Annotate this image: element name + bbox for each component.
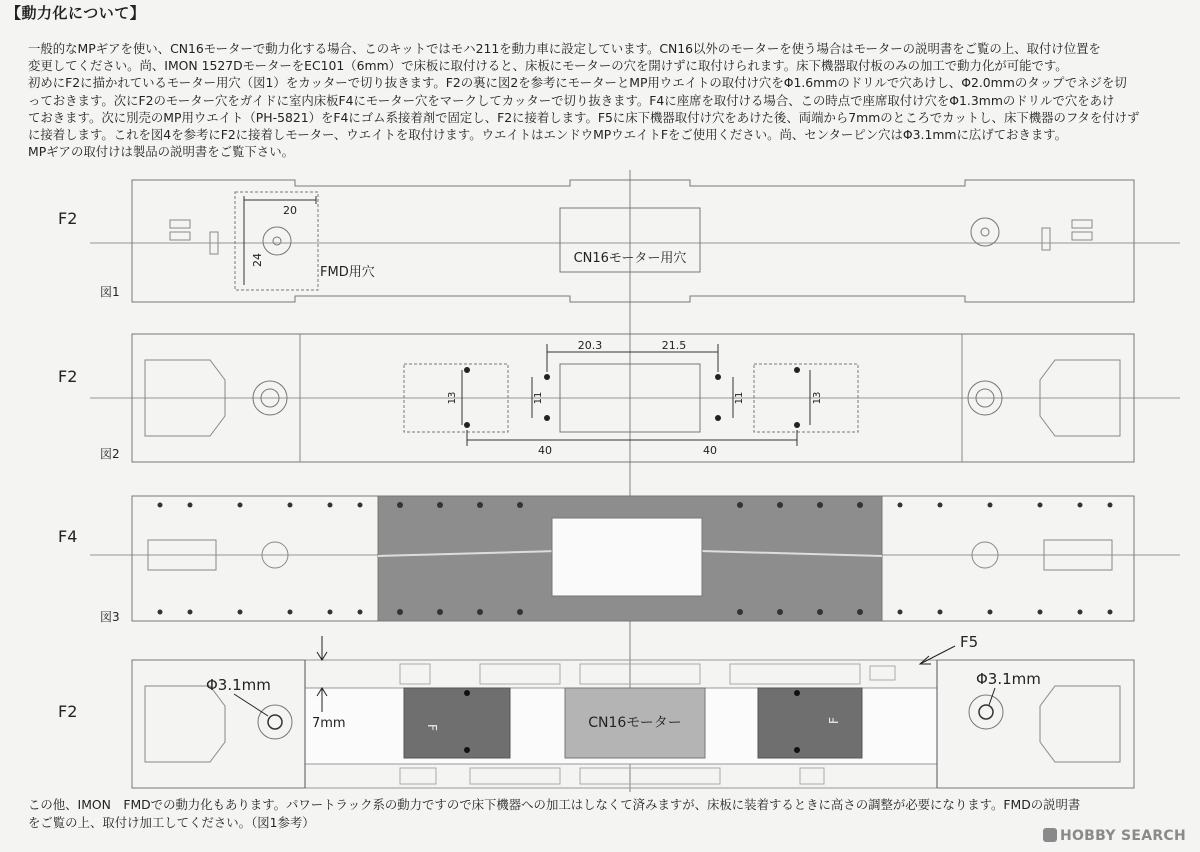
intro-line: ておきます。次に別売のMP用ウエイト（PH-5821）をF4にゴム系接着剤で固定し、F2に接着します。F5に床下機器取付け穴をあけた後、両端から7mmのところでカットし、床下機器のフタを付けず (28, 109, 1140, 125)
fig3-caption: 図3 (100, 610, 120, 624)
fig1-height-dim: 24 (251, 253, 264, 267)
fig2-left-gap-dim: 20.3 (577, 339, 603, 352)
fig1-fmd-center-circle (263, 227, 291, 255)
footer-text (28, 796, 1178, 831)
intro-line: 一般的なMPギアを使い、CN16モーターで動力化する場合、このキットではモハ211を動力車に設定しています。CN16以外のモーターを使う場合はモーターの説明書をご覧の上、取付け位置を (28, 41, 1101, 56)
fig2-left-inner-dim: 11 (533, 391, 544, 405)
fig2-mounting-holes (464, 367, 800, 428)
footer-line: をご覧の上、取付け加工してください。（図1参考） (28, 814, 315, 830)
figure-3 (58, 496, 1180, 624)
fig4-part-label: F2 (58, 702, 78, 721)
figure-2 (58, 334, 1180, 462)
fig2-caption: 図2 (100, 447, 120, 461)
watermark-icon (1043, 828, 1057, 842)
fig2-right-inner-dim: 11 (734, 391, 745, 405)
fig4-left-weight (404, 688, 510, 758)
fig4-right-weight-label: F (827, 717, 841, 724)
intro-line: に接着します。これを図4を参考にF2に接着しモーター、ウエイトを取付けます。ウエイトはエンドウMPウエイトFをご使用ください。尚、センターピン穴はΦ3.1mmに広げておきます。 (28, 127, 1068, 143)
fig1-fmd-hole (235, 192, 318, 290)
intro-line: 初めにF2に描かれているモーター用穴（図1）をカッターで切り抜きます。F2の裏に図2を参考にモーターとMP用ウエイトの取付け穴をΦ1.6mmのドリルで穴あけし、Φ2.0mmのタップでネジを切 (28, 75, 1127, 91)
fig4-left-hole-label: Φ3.1mm (206, 676, 271, 694)
fig4-right-hole-label: Φ3.1mm (976, 670, 1041, 688)
fig4-left-bogie-mount (145, 686, 225, 762)
intro-line: 変更してください。尚、IMON 1527DモーターをEC101（6mm）で床板に取付けると、床板にモーターの穴を開けずに取付けられます。床下機器取付板のみの加工で動力化が可能です。 (28, 58, 1068, 74)
intro-line: MPギアの取付けは製品の説明書をご覧下さい。 (28, 144, 294, 160)
fig4-right-center-circle (969, 695, 1003, 729)
fig1-part-label: F2 (58, 209, 78, 228)
figure-1 (58, 180, 1180, 302)
fig1-fmd-label: FMD用穴 (320, 265, 375, 280)
document-title: 【動力化について】 (6, 4, 146, 22)
fig2-part-label: F2 (58, 367, 78, 386)
fig1-fmd-center-pin (273, 237, 281, 245)
fig1-caption: 図1 (100, 285, 120, 299)
fig4-motor-label: CN16モーター (588, 715, 682, 731)
fig1-right-tab (1042, 228, 1050, 250)
fig1-floor-plate (132, 180, 1134, 302)
fig4-right-bogie-mount (1040, 686, 1120, 762)
fig4-left-center-circle (258, 705, 292, 739)
fig1-right-center-circle (971, 218, 999, 246)
fig1-width-dim: 20 (283, 204, 297, 217)
fig2-left-spacing-dim: 40 (538, 444, 552, 457)
intro-line: っておきます。次にF2のモーター穴をガイドに室内床板F4にモーター穴をマークしてカッターで切り抜きます。F4に座席を取付ける場合、この時点で座席取付け穴をΦ1.3mmのドリルで穴をあけ (28, 92, 1115, 108)
fig4-left-center-hole (268, 715, 282, 729)
fig1-right-center-pin (981, 228, 989, 236)
footer-line: この他、IMON FMDでの動力化もあります。パワートラック系の動力ですので床下機器への加工はしなくて済みますが、床板に装着するときに高さの調整が必要になります。FMDの説明書 (28, 797, 1081, 812)
fig2-right-gap-dim: 21.5 (661, 339, 687, 352)
fig1-left-slot (170, 220, 190, 228)
fig2-right-spacing-dim: 40 (703, 444, 717, 457)
fig1-left-slot (170, 232, 190, 240)
fig3-part-label: F4 (58, 527, 78, 546)
fig2-right-outer-dim: 13 (812, 391, 823, 405)
watermark-logo: HOBBY SEARCH (1043, 828, 1186, 844)
fig4-cut-dim: 7mm (312, 716, 346, 731)
fig4-left-weight-label: F (425, 724, 439, 731)
fig2-left-outer-dim: 13 (447, 391, 458, 405)
fig3-motor-hole (552, 518, 702, 596)
fig4-f5-label: F5 (960, 633, 979, 651)
fig1-right-slot (1072, 232, 1092, 240)
fig1-motor-hole-label: CN16モーター用穴 (573, 251, 687, 266)
figure-4 (58, 633, 1134, 788)
fig4-right-center-hole (979, 705, 993, 719)
fig1-right-slot (1072, 220, 1092, 228)
fig4-right-weight (758, 688, 862, 758)
